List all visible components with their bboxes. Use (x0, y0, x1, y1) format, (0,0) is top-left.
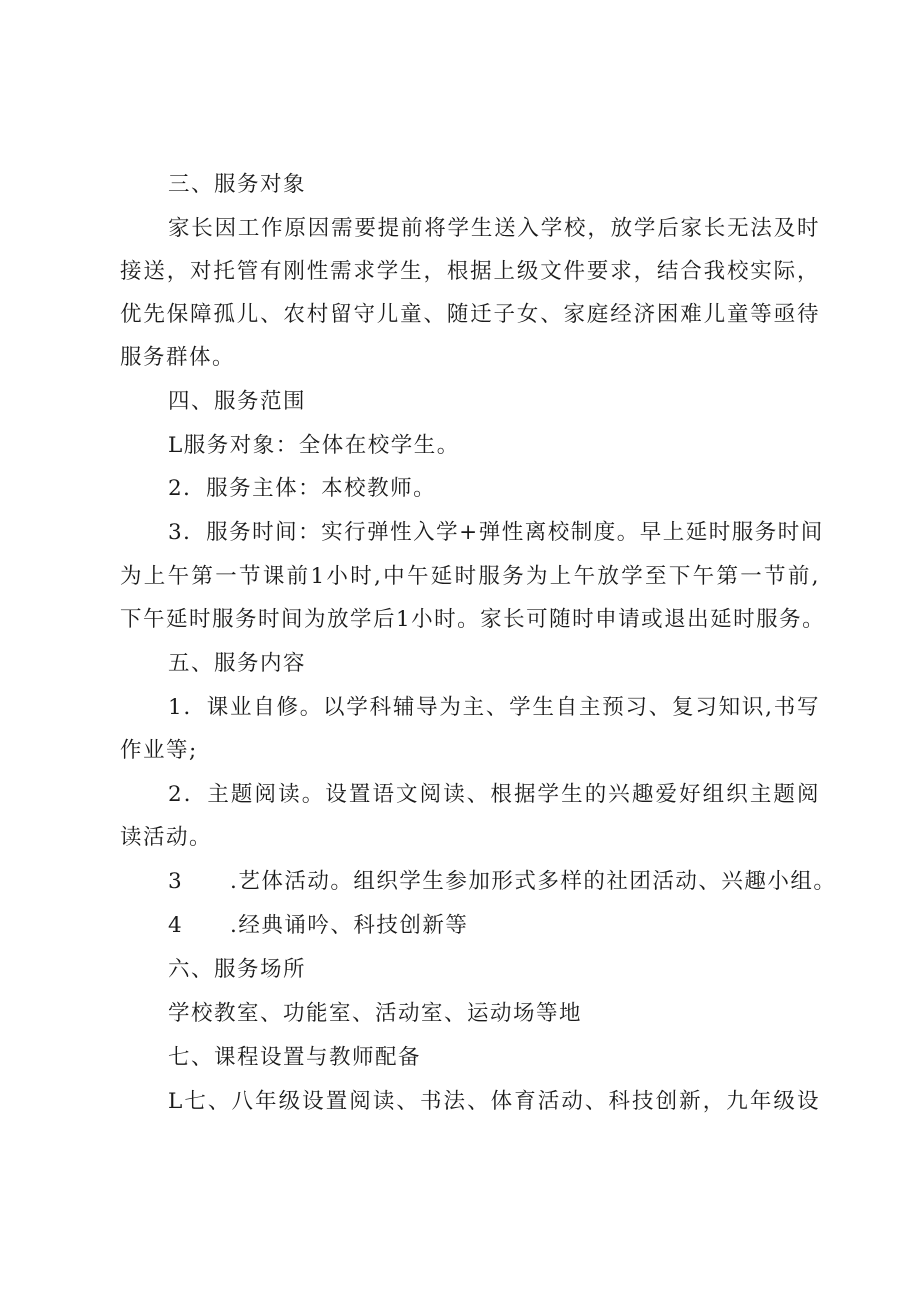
section-3-paragraph-line-1: 家长因工作原因需要提前将学生送入学校，放学后家长无法及时 (168, 216, 820, 241)
section-3-heading: 三、服务对象 (168, 172, 307, 197)
section-5-item-4 (168, 908, 820, 944)
section-5-item-4-number: 4 (168, 913, 184, 938)
section-4-item-2: 2．服务主体：本校教师。 (168, 476, 437, 501)
section-5-item-1-line-2: 作业等; (120, 738, 198, 763)
section-6-heading: 六、服务场所 (168, 957, 307, 982)
section-4-heading: 四、服务范围 (168, 389, 307, 414)
section-7-heading: 七、课程设置与教师配备 (168, 1045, 422, 1070)
section-5-item-3-text: .艺体活动。组织学生参加形式多样的社团活动、兴趣小组。 (230, 869, 837, 894)
section-4-item-3-line-3: 下午延时服务时间为放学后1小时。家长可随时申请或退出延时服务。 (120, 607, 826, 632)
section-5-item-1-line-1: 1．课业自修。以学科辅导为主、学生自主预习、复习知识,书写 (168, 695, 820, 720)
section-4-item-3-line-2: 为上午第一节课前1小时,中午延时服务为上午放学至下午第一节前, (120, 564, 820, 589)
section-5-item-3 (168, 864, 837, 900)
section-6-paragraph: 学校教室、功能室、活动室、运动场等地 (168, 1001, 583, 1026)
section-4-item-3-line-1: 3．服务时间：实行弹性入学+弹性离校制度。早上延时服务时间 (168, 520, 824, 545)
section-3-paragraph-line-4: 服务群体。 (120, 345, 236, 370)
section-5-item-2-line-2: 读活动。 (120, 825, 213, 850)
section-7-item-1: L七、八年级设置阅读、书法、体育活动、科技创新，九年级设 (168, 1089, 820, 1114)
section-5-item-2-line-1: 2．主题阅读。设置语文阅读、根据学生的兴趣爱好组织主题阅 (168, 782, 820, 807)
section-3-paragraph-line-3: 优先保障孤儿、农村留守儿童、随迁子女、家庭经济困难儿童等亟待 (120, 302, 820, 327)
section-3-paragraph-line-2: 接送，对托管有刚性需求学生，根据上级文件要求，结合我校实际， (120, 259, 820, 284)
section-4-item-1: L服务对象：全体在校学生。 (168, 433, 460, 458)
section-5-item-4-text: .经典诵吟、科技创新等 (230, 913, 469, 938)
section-5-item-3-number: 3 (168, 869, 184, 894)
section-5-heading: 五、服务内容 (168, 651, 307, 676)
